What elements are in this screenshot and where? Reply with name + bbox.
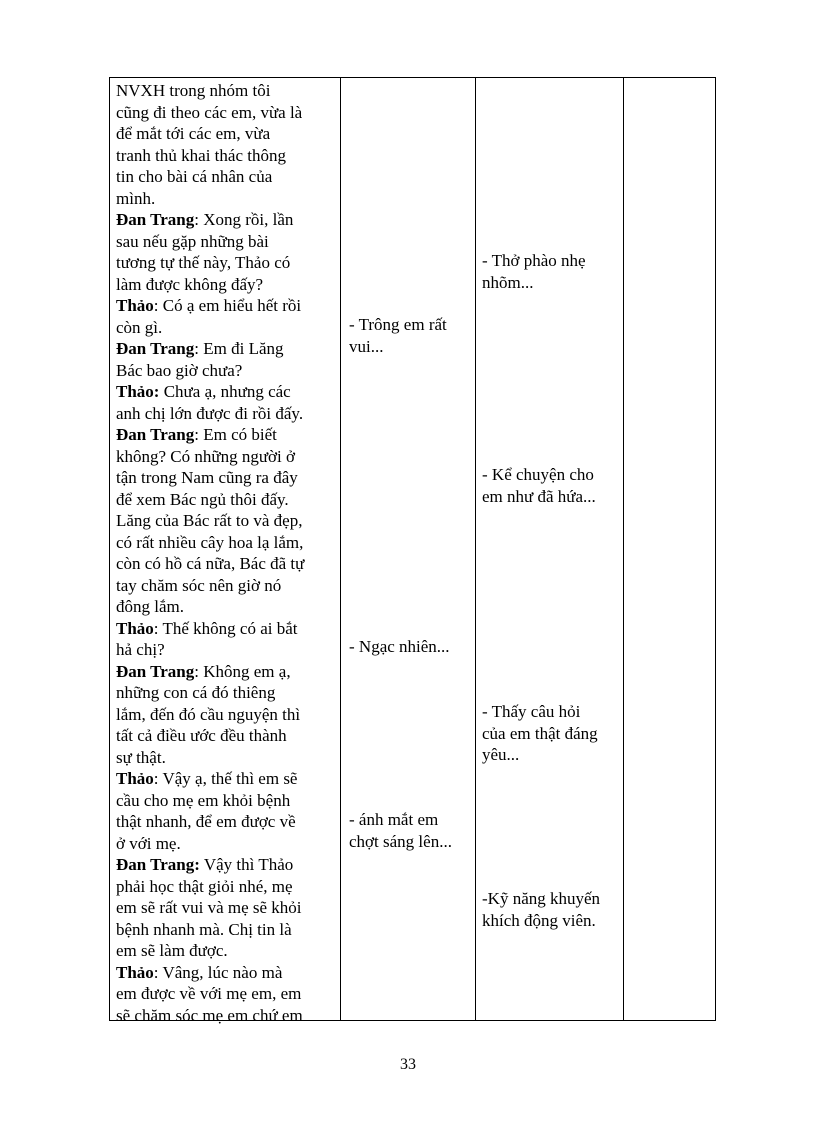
dialogue-block: [116, 424, 336, 618]
dialogue-line: [116, 295, 336, 317]
dialogue-line: sau nếu gặp những bài: [116, 231, 269, 251]
dialogue-line: tranh thủ khai thác thông: [116, 145, 286, 165]
speaker-name: Thảo:: [116, 382, 160, 401]
feeling-note-line: của em thật đáng: [482, 723, 598, 743]
dialogue-line: không? Có những người ở: [116, 446, 296, 466]
dialogue-block: [116, 618, 336, 661]
expression-note: [349, 809, 452, 852]
dialogue-line: để xem Bác ngủ thôi đấy.: [116, 489, 289, 509]
expression-note-line: chợt sáng lên...: [349, 831, 452, 851]
speech-text: : Có ạ em hiểu hết rồi: [153, 296, 302, 315]
dialogue-line: cũng đi theo các em, vừa là: [116, 102, 303, 122]
speaker-name: Đan Trang: [116, 210, 195, 229]
dialogue-line: em sẽ làm được.: [116, 941, 228, 960]
dialogue-line: Bác bao giờ chưa?: [116, 360, 243, 380]
dialogue-line: làm được không đấy?: [116, 274, 264, 294]
speaker-name: Thảo: [116, 962, 154, 982]
speech-text: : Em có biết: [194, 425, 277, 444]
dialogue-line: tương tự thế này, Thảo có: [116, 253, 291, 272]
speaker-name: Thảo: [116, 296, 154, 315]
feeling-note-line: - Thấy câu hỏi: [482, 702, 581, 721]
dialogue-line: để mắt tới các em, vừa: [116, 124, 271, 143]
dialogue-block: [116, 962, 336, 1027]
dialogue-line: [116, 661, 336, 683]
speech-text: : Vậy ạ, thế thì em sẽ: [153, 769, 298, 788]
dialogue-line: cầu cho mẹ em khỏi bệnh: [116, 790, 291, 810]
speaker-name: Đan Trang:: [116, 855, 200, 874]
dialogue-block: [116, 209, 336, 295]
page-number: 33: [400, 1056, 416, 1073]
dialogue-line: [116, 618, 336, 640]
dialogue-block: [116, 661, 336, 769]
dialogue-line: phải học thật giỏi nhé, mẹ: [116, 876, 293, 896]
feeling-note: [482, 888, 600, 931]
feeling-note-line: - Kể chuyện cho: [482, 465, 594, 484]
dialogue-line: tay chăm sóc nên giờ nó: [116, 575, 282, 595]
dialogue-line: đông lắm.: [116, 597, 184, 616]
dialogue-line: [116, 381, 336, 403]
dialogue-line: tận trong Nam cũng ra đây: [116, 468, 298, 487]
content-table: [109, 77, 716, 1025]
feeling-note: [482, 464, 596, 507]
dialogue-line: những con cá đó thiêng: [116, 683, 276, 702]
speaker-name: Đan Trang: [116, 339, 195, 358]
feeling-note: [482, 250, 586, 293]
dialogue-line: sự thật.: [116, 747, 166, 767]
speaker-name: Thảo: [116, 618, 154, 638]
speech-text: : Thế không có ai bắt: [153, 618, 298, 638]
dialogue-line: anh chị lớn được đi rồi đấy.: [116, 403, 304, 423]
dialogue-line: tin cho bài cá nhân của: [116, 167, 273, 186]
dialogue-block: [116, 338, 336, 381]
dialogue-line: hả chị?: [116, 640, 165, 659]
speech-text: Vậy thì Thảo: [199, 855, 294, 874]
column-divider: [340, 78, 341, 1020]
dialogue-line: bệnh nhanh mà. Chị tin là: [116, 919, 292, 939]
dialogue-line: [116, 854, 336, 876]
dialogue-line: thật nhanh, để em được về: [116, 812, 296, 831]
dialogue-line: [116, 209, 336, 231]
dialogue-line: [116, 962, 336, 984]
feeling-note-line: yêu...: [482, 745, 520, 764]
column-divider: [475, 78, 476, 1020]
speech-text: : Em đi Lăng: [194, 339, 284, 358]
feeling-note-line: nhõm...: [482, 272, 534, 292]
dialogue-line: [116, 338, 336, 360]
dialogue-line: NVXH trong nhóm tôi: [116, 81, 271, 100]
dialogue-block: [116, 80, 336, 209]
expression-note-line: - Ngạc nhiên...: [349, 637, 450, 656]
dialogue-line: mình.: [116, 188, 156, 208]
dialogue-column: [110, 78, 340, 1026]
speaker-name: Thảo: [116, 769, 154, 788]
speech-text: : Xong rồi, lần: [194, 210, 294, 229]
feeling-note: [482, 701, 598, 766]
speaker-name: Đan Trang: [116, 425, 195, 444]
feeling-note-line: -Kỹ năng khuyến: [482, 889, 601, 908]
dialogue-line: có rất nhiều cây hoa lạ lắm,: [116, 532, 304, 552]
dialogue-line: lắm, đến đó cầu nguyện thì: [116, 704, 301, 724]
dialogue-block: [116, 381, 336, 424]
speech-text: : Không em ạ,: [194, 661, 291, 681]
speech-text: : Vâng, lúc nào mà: [153, 962, 283, 982]
feeling-note-line: em như đã hứa...: [482, 486, 596, 506]
speech-text: Chưa ạ, nhưng các: [159, 382, 291, 401]
dialogue-line: [116, 768, 336, 790]
expression-note-line: vui...: [349, 336, 384, 356]
expression-note: [349, 314, 447, 357]
column-divider: [623, 78, 624, 1020]
dialogue-line: còn gì.: [116, 317, 163, 337]
dialogue-line: em được về với mẹ em, em: [116, 984, 302, 1003]
dialogue-line: [116, 424, 336, 446]
dialogue-block: [116, 854, 336, 962]
dialogue-line: tất cả điều ước đều thành: [116, 726, 287, 745]
dialogue-line: em sẽ rất vui và mẹ sẽ khỏi: [116, 898, 302, 917]
speaker-name: Đan Trang: [116, 661, 195, 681]
dialogue-block: [116, 768, 336, 854]
feeling-note-line: - Thở phào nhẹ: [482, 251, 586, 270]
expression-note: [349, 636, 450, 658]
dialogue-block: [116, 295, 336, 338]
dialogue-line: sẽ chăm sóc mẹ em chứ em: [116, 1005, 303, 1025]
feeling-note-line: khích động viên.: [482, 910, 596, 930]
expression-note-line: - Trông em rất: [349, 315, 447, 334]
dialogue-line: ở với mẹ.: [116, 833, 181, 853]
dialogue-line: Lăng của Bác rất to và đẹp,: [116, 511, 303, 530]
expression-note-line: - ánh mắt em: [349, 810, 439, 829]
dialogue-line: còn có hồ cá nữa, Bác đã tự: [116, 554, 305, 573]
